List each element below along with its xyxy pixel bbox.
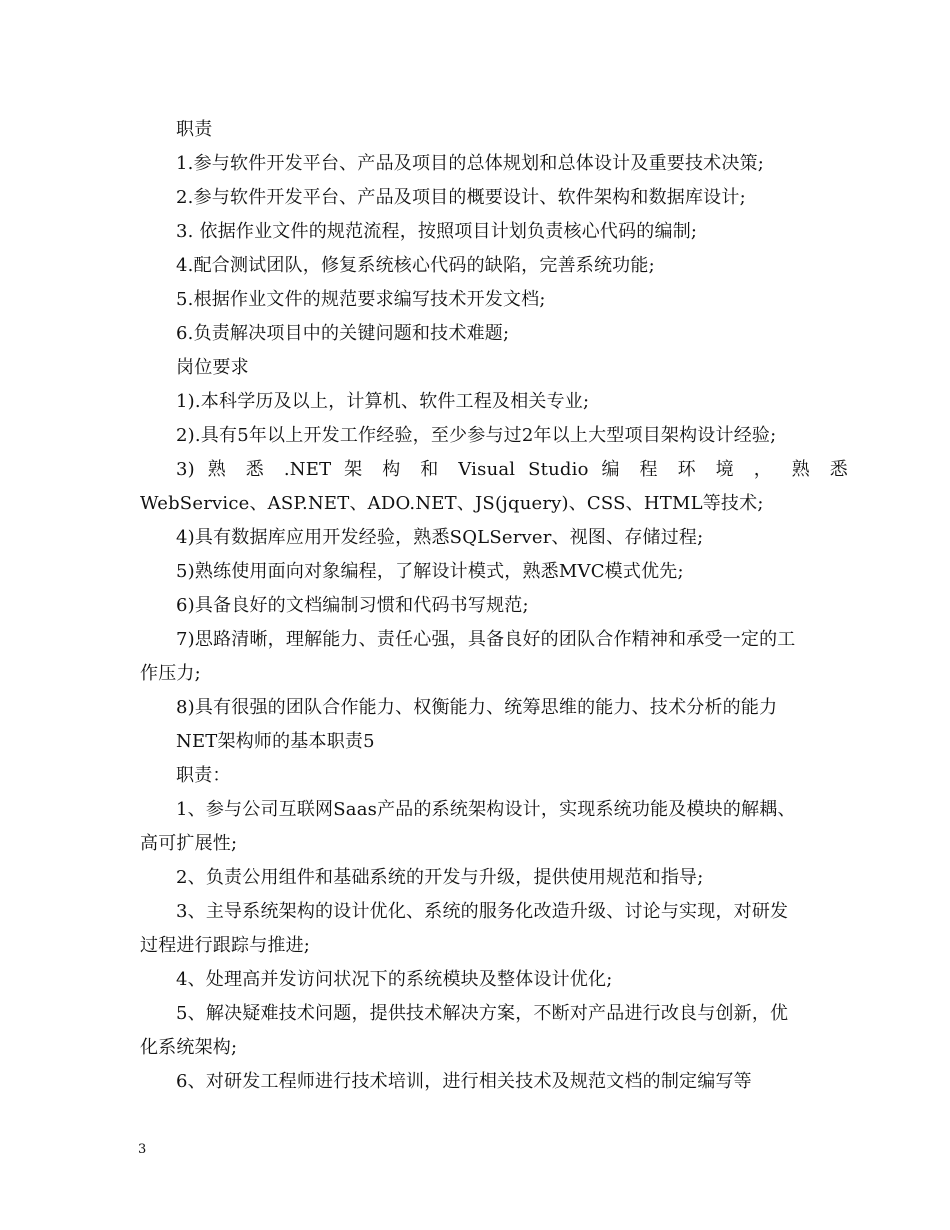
paragraph-line: 5、解决疑难技术问题，提供技术解决方案，不断对产品进行改良与创新，优 xyxy=(176,1003,789,1024)
paragraph-line: 1、参与公司互联网Saas产品的系统架构设计，实现系统功能及模块的解耦、 xyxy=(176,799,796,820)
paragraph-line: 6.负责解决项目中的关键问题和技术难题; xyxy=(176,323,510,344)
paragraph-line: 6、对研发工程师进行技术培训，进行相关技术及规范文档的制定编写等 xyxy=(176,1071,752,1092)
paragraph-line: 7)思路清晰，理解能力、责任心强，具备良好的团队合作精神和承受一定的工 xyxy=(176,629,796,650)
paragraph-line: 6)具备良好的文档编制习惯和代码书写规范; xyxy=(176,595,529,616)
paragraph-line: 高可扩展性; xyxy=(140,833,238,854)
paragraph-line: 5.根据作业文件的规范要求编写技术开发文档; xyxy=(176,289,546,310)
heading-requirements: 岗位要求 xyxy=(176,357,249,378)
paragraph-line: 3、主导系统架构的设计优化、系统的服务化改造升级、讨论与实现，对研发 xyxy=(176,901,789,922)
paragraph-line: 4)具有数据库应用开发经验，熟悉SQLServer、视图、存储过程; xyxy=(176,527,704,548)
paragraph-line: 4.配合测试团队，修复系统核心代码的缺陷，完善系统功能; xyxy=(176,255,655,276)
heading-duties: 职责 xyxy=(176,119,213,140)
page-number: 3 xyxy=(138,1142,147,1157)
section-title: NET架构师的基本职责5 xyxy=(176,731,375,752)
paragraph-line: 作压力; xyxy=(140,663,201,684)
paragraph-line: 1.参与软件开发平台、产品及项目的总体规划和总体设计及重要技术决策; xyxy=(176,153,765,174)
paragraph-line: 2、负责公用组件和基础系统的开发与升级，提供使用规范和指导; xyxy=(176,867,704,888)
paragraph-line: 5)熟练使用面向对象编程，了解设计模式，熟悉MVC模式优先; xyxy=(176,561,684,582)
paragraph-line: 3. 依据作业文件的规范流程，按照项目计划负责核心代码的编制; xyxy=(176,221,698,242)
paragraph-line: 2.参与软件开发平台、产品及项目的概要设计、软件架构和数据库设计; xyxy=(176,187,746,208)
paragraph-line: 1).本科学历及以上，计算机、软件工程及相关专业; xyxy=(176,391,590,412)
paragraph-line: 化系统架构; xyxy=(140,1037,238,1058)
paragraph-line: 过程进行跟踪与推进; xyxy=(140,935,311,956)
paragraph-line: 2).具有5年以上开发工作经验，至少参与过2年以上大型项目架构设计经验; xyxy=(176,425,777,446)
paragraph-line: 8)具有很强的团队合作能力、权衡能力、统筹思维的能力、技术分析的能力 xyxy=(176,697,778,718)
heading-duties-2: 职责： xyxy=(176,765,231,786)
paragraph-line: 4、处理高并发访问状况下的系统模块及整体设计优化; xyxy=(176,969,613,990)
paragraph-line: WebService、ASP.NET、ADO.NET、JS(jquery)、CSS、HTML等技术; xyxy=(140,493,764,514)
paragraph-line: 3) 熟 悉 .NET 架 构 和 Visual Studio 编 程 环 境 ， 熟 悉 xyxy=(176,459,848,480)
